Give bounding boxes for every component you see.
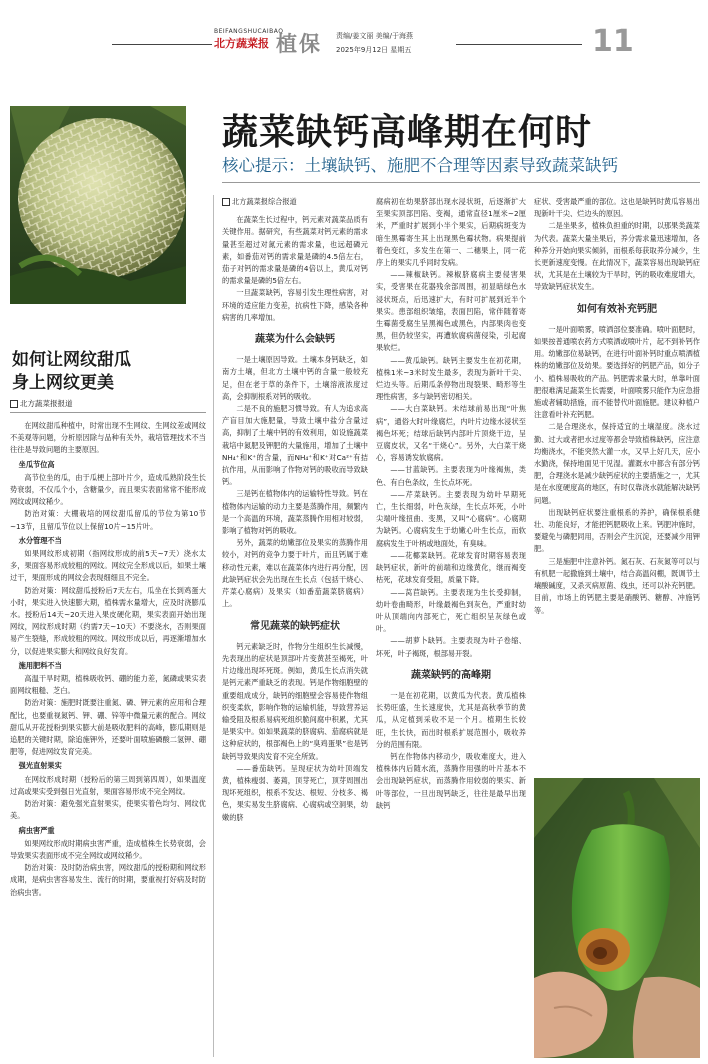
header-rule-left <box>112 44 212 45</box>
date-line: 2025年9月12日 星期五 <box>336 46 412 54</box>
paragraph: 防治对策：避免强光直射果实，使果实着色均匀、网纹优美。 <box>10 799 206 821</box>
paragraph: 防治对策：施肥时既要注重氮、磷、钾元素的应用和合理配比，也要重视氮钙、钾、硼、锌等中微量元素的配合。网纹甜瓜从开花授粉到果实膨大前是吸收肥料的高峰，膨瓜期则是追肥的关键时期，除追施钾外，还要叶面喷施磷酸二氢钾、硼肥等，促进网纹发育完美。 <box>10 698 206 757</box>
paragraph: 一旦蔬菜缺钙，容易引发生理性病害，对环境的适应能力变差，抗病性下降，感染各种病害的几率增加。 <box>222 288 368 322</box>
paragraph: 如果网纹形成时期病虫害严重，造成植株生长势衰弱，会导致果实表面形成不完全网纹或网纹稀少。 <box>10 838 206 860</box>
paragraph: 防治对策：大棚栽培的网纹甜瓜留瓜的节位为第10节~13节，且留瓜节位以上保留10片~15片叶。 <box>10 509 206 531</box>
editor-line: 责编/姜文丽 美编/于海燕 <box>336 32 413 40</box>
paragraph: 三是钙在植物体内的运输特性导致。钙在植物体内运输的动力主要是蒸腾作用，频繁内是一个高温的环境，蔬菜蒸腾作用相对较弱，影响了植物对钙的吸收。 <box>222 489 368 536</box>
paragraph: 钙元素缺乏时，作物分生组织生长减慢，先表现出的症状是顶部叶片变黄甚至褐死，叶片边缘出现坏死斑。例如，黄瓜生长点消失就是钙元素严重缺乏的表现。钙是作物细胞壁的重要组成成分，缺钙的细胞壁会容易使作物组织变柔软，影响作物的运输机能，导致营养运输受阻及根系易病死组织脆间腐中积累，尤其是果实中。如如果蔬菜的脐腐病、茄腐病就是这种症状的，根部褐色上的“臭鸡蛋果”也是钙缺钙导致果肉发育不完全所致。 <box>222 641 368 761</box>
paragraph: 二是不良的施肥习惯导致。有人为追求高产盲目加大施肥量，导致土壤中盐分含量过高，抑制了土壤中钙的有效利用，如设施蔬菜栽培中氮肥及钾肥的大量施用，增加了土壤中NH₄⁺和K⁺的含量，而NH₄⁺和K⁺对Ca²⁺有拮抗作用，从而影响了作物对钙的吸收而导致缺钙。 <box>222 404 368 487</box>
paragraph: 在网纹甜瓜种植中，时常出现不生网纹、生网纹差或网纹不美观等问题，分析原因除与品种有关外，栽培管理技术不当往往是导致问题的主要原因。 <box>10 421 206 455</box>
paragraph: 在蔬菜生长过程中，钙元素对蔬菜品质有关键作用。据研究，有些蔬菜对钙元素的需求量甚至超过对氮元素的需求量，也远超磷元素，如番茄对钙的需求量是磷的4.5倍左右，茄子对钙的需求量是磷的4倍以上，黄瓜对钙的需求量是磷的5倍左右。 <box>222 215 368 286</box>
paragraph: ——大白菜缺钙。未结球前易出现“叶焦病”，通俗大时叶缘腐烂，内叶片边缘水浸状至褐色坏死；结球后缺钙内部叶片顶烧干边，呈豆腐皮状，又名“干烧心”。另外，大白菜干烧心，容易诱发软腐病。 <box>376 404 526 463</box>
subheading: 病虫害严重 <box>18 825 55 835</box>
paragraph: ——芹菜缺钙。主要表现为幼叶早期死亡，生长细弱，叶色灰绿，生长点坏死，小叶尖端叶缘扭曲、变黑，又叫“心腐病”。心腐期为缺钙。心腐病发生于幼嫩心叶生长点，而软腐病发生于叶柄或地面处，有臭味。 <box>376 489 526 548</box>
side-article-source <box>10 398 73 409</box>
melon-photo <box>10 106 186 304</box>
source-box-icon <box>10 400 18 408</box>
section-heading: 蔬菜缺钙的高峰期 <box>411 669 491 681</box>
side-article-divider <box>10 412 206 413</box>
paragraph: ——莴苣缺钙。主要表现为生长受抑制，幼叶卷曲畸形，叶缘最褐色到灰色，严重时幼叶从顶端向内部死亡，死亡组织呈灰绿色或叶。 <box>376 587 526 634</box>
section-name: 植保 <box>276 32 322 56</box>
paragraph: ——胡萝卜缺钙。主要表现为叶子卷缩、坏死，叶子褐斑，根部易开裂。 <box>376 636 526 658</box>
section-heading: 蔬菜为什么会缺钙 <box>255 334 335 346</box>
paragraph: ——番茄缺钙。呈现症状为幼叶顶端发黄，植株瘦弱、萎蔫，顶芽死亡，顶芽周围出现坏死组织，根系不发达、根短、分枝多、褐色，果实易发生脐腐病、心腐病或空洞果，幼嫩的脐 <box>222 763 368 822</box>
paragraph: 症状、受害最严重的部位。这也是缺钙时黄瓜容易出现新叶干尖、烂边头的原因。 <box>534 197 700 219</box>
pepper-photo <box>534 778 700 1058</box>
subheading: 强光直射果实 <box>18 761 62 771</box>
paragraph: 高温干旱时期，植株吸收钙、硼的能力差，氮磷或果实表面网纹粗糙、芝白。 <box>10 674 206 696</box>
main-headline: 蔬菜缺钙高峰期在何时 <box>222 112 593 153</box>
paragraph: 一是土壤原因导致。土壤本身钙缺乏，如南方土壤，但北方土壤中钙的含量一般较充足，但在老于草的条件下，土壤溶液浓度过高，会抑制根系对钙的吸收。 <box>222 355 368 401</box>
paragraph: 钙在作物体内移动少，吸收难度大，进入植株体内后随水流，蒸腾作用强的叶片基本不会出现缺钙症状，而蒸腾作用较弱的果实、新叶等部位，一旦出现钙缺乏，往往是最早出现缺钙 <box>376 751 526 810</box>
paragraph: 一是在初花期，以黄瓜为代表。黄瓜植株长势旺盛，生长速度快，尤其是高秋季节的黄瓜，从定植到采收不足一个月。植期生长较旺，生长快，而出时根系扩展范围小，吸收养分的范围有限。 <box>376 690 526 749</box>
header-rule-right <box>456 44 582 45</box>
page-number: 11 <box>592 24 634 59</box>
side-title-line-1: 如何让网纹甜瓜 <box>12 350 131 370</box>
paragraph: ——辣椒缺钙。辣椒脐腐病主要侵害果实，受害果在花器残余部周围，初显暗绿色水浸状斑点，后迅速扩大，有时可扩展到近半个果实。患部组织皱缩，表面凹陷，常伴随着寄生霉菌受腐生呈黑褐色或黑色，内部果肉也变黑，但仍较坚实，再遭软腐病菌侵染，引起腐果软烂。 <box>376 270 526 353</box>
source-box-icon <box>222 198 230 206</box>
side-article-title <box>12 349 131 395</box>
side-source-text: 北方蔬菜报报道 <box>20 399 73 408</box>
paragraph: ——花椰菜缺钙。花球发育时期容易表现缺钙症状，新叶的前端和边缘黄化，继而褐变枯死，花球发育受阻，质量下降。 <box>376 550 526 585</box>
paragraph: 二是坐果多，植株负担重的时期，以那果类蔬菜为代表。蔬菜大量坐果后，养分需求量迅速增加，各种养分开始向果实倾斜，而根系每获取养分减少，生长更新速度变慢。在此情况下，蔬菜容易出现缺钙症状，尤其是在土壤较为干旱时，钙的吸收难度增大，导致缺钙症状发生。 <box>534 221 700 292</box>
logo-pinyin: BEIFANGSHUCAIBAO <box>214 28 284 35</box>
paragraph: 防治对策：网纹甜瓜授粉后7天左右，瓜坐在长到鸡蛋大小时，果实进入快速膨大期，植株需水量增大，应及时浇膨瓜水。授粉后14天~20天进入果皮硬化期，果实表面开始出现网纹，网纹形成时期（约需7天~10天）不要浇水，否则果面易产生裂缝，形成较粗的网纹。网纹形成以后，再逐渐增加水分，以促进果实膨大和网纹良好发育。 <box>10 585 206 656</box>
paragraph: 出现缺钙症状要注重根系的养护，确保根系健壮、功能良好，才能把钙肥吸收上来。钙肥冲施时，要避免与磷肥同用，否则会产生沉淀，还要减少用钾肥。 <box>534 507 700 554</box>
column-separator <box>213 195 214 1057</box>
side-title-line-2: 身上网纹更美 <box>12 373 114 393</box>
paragraph: 防治对策：及时防治病虫害，网纹甜瓜的授粉期和网纹形成期，是病虫害容易发生、流行的时期，要重视打好病及时防治病虫害。 <box>10 863 206 897</box>
headline-divider <box>222 182 700 183</box>
subheading: 施用肥料不当 <box>18 660 62 670</box>
main-article-column-3 <box>534 196 700 774</box>
subheading: 水分管理不当 <box>18 535 62 545</box>
paragraph: 三是施肥中注意补钙。氮石灰、石灰氮等可以与有机肥一起撒施到土壤中，结合高温闷棚，既调节土壤酸碱度，又杀灭病原菌、线虫，还可以补充钙肥。目前，市场上的钙肥主要是硝酸钙、糖醇、冲施钙等。 <box>534 556 700 615</box>
newspaper-logo: 北方蔬菜报 <box>214 37 269 50</box>
main-article-column-1 <box>222 196 368 1058</box>
paragraph: 另外，蔬菜的幼嫩部位及果实的蒸腾作用较小，对钙的竞争力要于叶片，而且钙属于难移动性元素，难以在蔬菜体内进行再分配，因此缺钙症状会先出现在生长点（包括干烧心、芹菜心腐病）及果实（如番茄蔬菜脐腐病）上。 <box>222 538 368 609</box>
paragraph: 腐病初在幼果脐部出现水浸状斑，后逐渐扩大至果实顶部凹陷、变褐，通常直径1厘米~2厘米，严重时扩展到小半个果实，后期病斑变为暗生黑霉寄生其上出现黑色霉状物。病果提前着色变红，多发生在第一、二穗果上，同一花序上的果实几乎同时发病。 <box>376 197 526 268</box>
paragraph: 如果网纹形成初期（指网纹形成的前5天~7天）浇水太多，果面容易形成较粗的网纹。网纹完全形成以后，如果土壤过干，果面形成的网纹会表现细细且不完全。 <box>10 549 206 583</box>
paragraph: ——黄瓜缺钙。缺钙主要发生在初花期，植株1米~3米时发生最多，表现为新叶干尖、烂边头等。后期瓜条停物出现裂果、畸形等生理性病害，多与缺钙密切相关。 <box>376 355 526 402</box>
main-subheadline: 核心提示：土壤缺钙、施肥不合理等因素导致蔬菜缺钙 <box>222 156 618 175</box>
main-article-column-2 <box>376 196 526 1058</box>
paragraph: 二是合理浇水，保持适宜的土壤湿度。浇水过勤、过大或者把水过度等都会导致植株缺钙，应注意均衡浇水，不能突然大灌一水，又早上好几天，应小水勤浇，保持地面见干见湿。灌溉水中都含有部分钙肥，合理浇水是减少缺钙症状的主要措施之一，尤其是在水度硬度高的地区，有时仅靠浇水就能解决缺钙问题。 <box>534 422 700 505</box>
paragraph: ——甘蓝缺钙。主要表现为叶缘褐焦，类色、有白色条纹，生长点坏死。 <box>376 465 526 487</box>
section-heading: 常见蔬菜的缺钙症状 <box>250 620 340 632</box>
subheading: 坐瓜节位高 <box>18 459 55 469</box>
section-heading: 如何有效补充钙肥 <box>577 303 657 315</box>
side-article-body <box>10 420 206 1060</box>
paragraph: 高节位坐的瓜，由于瓜梗上部叶片少，造成瓜熟阶段生长势衰弱，不仅瓜个小，含糖量少，而且果实表面常常不能形成网纹或网纹稀少。 <box>10 472 206 507</box>
paragraph: 在网纹形成时期（授粉后的第三周到第四周），如果温度过高或果实受到强日光直射，果面容易形成不完全网纹。 <box>10 774 206 796</box>
paragraph: 一是叶面喷雾，喷洒部位要准确。喷叶面肥时，如果按普通喷农药方式喷洒或喷叶片，起不到补钙作用。幼嫩部位易缺钙，在进行叶面补钙时重点喷洒植株的幼嫩部位及幼果。要选择好的钙肥产品，如分子小、植株易吸收的产品。钙肥需求量大时，单靠叶面肥很难满足蔬菜生长需要，叶面喷雾只能作为应急措施或者辅助措施，而不能替代叶面施肥。建议种植户注意看叶补充钙肥。 <box>534 324 700 420</box>
main-article-source <box>222 196 368 208</box>
main-source-text: 北方蔬菜报综合报道 <box>232 197 297 206</box>
